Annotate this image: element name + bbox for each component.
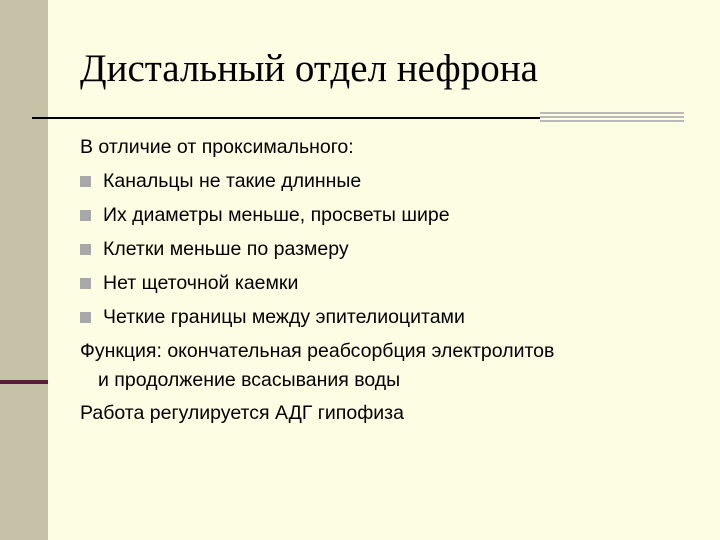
bullet-item [80, 164, 700, 198]
function-line-2: и продолжение всасывания воды [98, 369, 401, 391]
side-band [0, 0, 48, 540]
square-bullet-icon [80, 312, 91, 323]
intro-text: В отличие от проксимального: [80, 136, 354, 158]
square-bullet-icon [80, 244, 91, 255]
function-line-1: Функция: окончательная реабсорбция электролитов [80, 340, 555, 362]
bullet-item [80, 266, 700, 300]
title-rule [32, 117, 540, 119]
regulation-text: Работа регулируется АДГ гипофиза [80, 402, 404, 424]
slide-title: Дистальный отдел нефрона [80, 47, 538, 90]
bullet-text: Их диаметры меньше, просветы шире [103, 204, 450, 226]
square-bullet-icon [80, 278, 91, 289]
side-accent-line [0, 380, 48, 384]
bullet-item [80, 198, 700, 232]
bullet-text: Канальцы не такие длинные [103, 170, 362, 192]
bullet-item [80, 232, 700, 266]
bullet-item [80, 300, 700, 334]
function-text [80, 334, 700, 396]
square-bullet-icon [80, 210, 91, 221]
bullet-text: Четкие границы между эпителиоцитами [103, 306, 465, 328]
bullet-text: Клетки меньше по размеру [103, 238, 349, 260]
bullet-text: Нет щеточной каемки [103, 272, 299, 294]
slide-content [80, 130, 700, 430]
square-bullet-icon [80, 176, 91, 187]
title-rule-accent [540, 112, 684, 122]
